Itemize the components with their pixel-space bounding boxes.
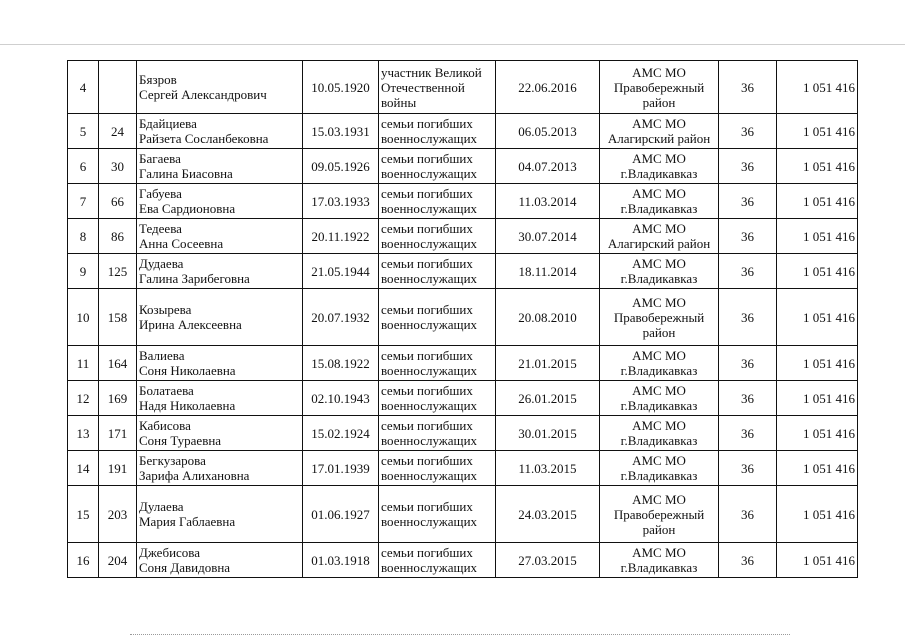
- cell-organization-line: г.Владикавказ: [620, 166, 698, 181]
- cell-amount: 1 051 416: [777, 254, 858, 289]
- cell-number: 11: [68, 346, 99, 381]
- cell-quantity: 36: [719, 381, 777, 416]
- cell-record-id: 30: [99, 149, 137, 184]
- cell-organization-line: г.Владикавказ: [620, 201, 698, 216]
- cell-amount: 1 051 416: [777, 486, 858, 543]
- cell-record-id: 86: [99, 219, 137, 254]
- cell-organization: [600, 346, 719, 381]
- cell-amount: 1 051 416: [777, 416, 858, 451]
- cell-category-line: семьи погибших: [381, 453, 473, 468]
- cell-registration-date: 26.01.2015: [496, 381, 600, 416]
- cell-full-name-line: Бязров: [139, 72, 177, 87]
- page-top-rule: [0, 44, 905, 45]
- cell-registration-date: 21.01.2015: [496, 346, 600, 381]
- cell-organization: [600, 486, 719, 543]
- cell-full-name-line: Галина Зарибеговна: [139, 271, 250, 286]
- cell-category-line: семьи погибших: [381, 256, 473, 271]
- cell-full-name-line: Соня Николаевна: [139, 363, 236, 378]
- cell-category-line: военнослужащих: [381, 398, 478, 413]
- cell-organization-line: район: [642, 94, 676, 110]
- cell-birth-date: 01.03.1918: [303, 543, 379, 578]
- cell-organization-line: Правобережный: [613, 79, 705, 95]
- page-bottom-rule: [130, 634, 790, 636]
- cell-organization-line: АМС МО: [632, 151, 686, 166]
- cell-number: 12: [68, 381, 99, 416]
- cell-organization-line: АМС МО: [632, 545, 686, 560]
- cell-full-name-line: Ирина Алексеевна: [139, 317, 242, 332]
- cell-category: [379, 451, 496, 486]
- cell-category-line: семьи погибших: [381, 302, 473, 317]
- cell-amount: 1 051 416: [777, 543, 858, 578]
- cell-full-name-line: Кабисова: [139, 418, 191, 433]
- table-row: [68, 61, 858, 114]
- cell-category: [379, 543, 496, 578]
- cell-full-name-line: Анна Сосеевна: [139, 236, 224, 251]
- cell-registration-date: 27.03.2015: [496, 543, 600, 578]
- cell-number: 7: [68, 184, 99, 219]
- cell-registration-date: 04.07.2013: [496, 149, 600, 184]
- cell-organization-line: АМС МО: [632, 116, 686, 131]
- cell-record-id: 158: [99, 289, 137, 346]
- cell-category: [379, 219, 496, 254]
- cell-organization: [600, 254, 719, 289]
- cell-organization: [600, 381, 719, 416]
- cell-full-name-line: Козырева: [139, 302, 192, 317]
- cell-category-line: семьи погибших: [381, 545, 473, 560]
- cell-category: [379, 381, 496, 416]
- cell-quantity: 36: [719, 61, 777, 114]
- cell-quantity: 36: [719, 486, 777, 543]
- cell-organization: [600, 184, 719, 219]
- cell-category-line: войны: [381, 94, 417, 110]
- cell-birth-date: 10.05.1920: [303, 61, 379, 114]
- cell-record-id: 125: [99, 254, 137, 289]
- cell-full-name-line: Бегкузарова: [139, 453, 206, 468]
- cell-category-line: военнослужащих: [381, 201, 478, 216]
- table-row: [68, 219, 858, 254]
- cell-category-line: семьи погибших: [381, 116, 473, 131]
- cell-organization-line: АМС МО: [632, 348, 686, 363]
- cell-birth-date: 17.01.1939: [303, 451, 379, 486]
- cell-organization: [600, 219, 719, 254]
- cell-full-name: [137, 416, 303, 451]
- table-row: [68, 486, 858, 543]
- table-row: [68, 289, 858, 346]
- cell-amount: 1 051 416: [777, 219, 858, 254]
- cell-organization-line: г.Владикавказ: [620, 271, 698, 286]
- cell-full-name: [137, 486, 303, 543]
- cell-birth-date: 15.02.1924: [303, 416, 379, 451]
- cell-full-name: [137, 254, 303, 289]
- cell-quantity: 36: [719, 289, 777, 346]
- cell-quantity: 36: [719, 184, 777, 219]
- table-row: [68, 381, 858, 416]
- cell-birth-date: 15.03.1931: [303, 114, 379, 149]
- cell-full-name-line: Джебисова: [139, 545, 201, 560]
- cell-organization: [600, 289, 719, 346]
- cell-registration-date: 24.03.2015: [496, 486, 600, 543]
- cell-organization-line: Правобережный: [613, 309, 705, 325]
- cell-full-name-line: Дулаева: [139, 499, 184, 514]
- cell-quantity: 36: [719, 451, 777, 486]
- cell-organization: [600, 114, 719, 149]
- cell-registration-date: 30.01.2015: [496, 416, 600, 451]
- cell-full-name: [137, 543, 303, 578]
- cell-record-id: 191: [99, 451, 137, 486]
- cell-number: 15: [68, 486, 99, 543]
- cell-full-name: [137, 381, 303, 416]
- cell-full-name: [137, 61, 303, 114]
- cell-organization-line: район: [642, 521, 676, 537]
- cell-full-name-line: Тедеева: [139, 221, 182, 236]
- cell-full-name-line: Мария Габлаевна: [139, 514, 236, 529]
- cell-full-name-line: Зарифа Алихановна: [139, 468, 250, 483]
- cell-organization-line: г.Владикавказ: [620, 560, 698, 575]
- cell-full-name-line: Дудаева: [139, 256, 184, 271]
- cell-category-line: семьи погибших: [381, 383, 473, 398]
- cell-category-line: военнослужащих: [381, 363, 478, 378]
- cell-organization-line: АМС МО: [632, 383, 686, 398]
- cell-organization-line: Алагирский район: [607, 236, 711, 251]
- cell-category-line: военнослужащих: [381, 131, 478, 146]
- cell-birth-date: 01.06.1927: [303, 486, 379, 543]
- cell-number: 9: [68, 254, 99, 289]
- cell-full-name: [137, 346, 303, 381]
- cell-organization-line: г.Владикавказ: [620, 468, 698, 483]
- cell-full-name-line: Багаева: [139, 151, 181, 166]
- cell-record-id: [99, 61, 137, 114]
- records-body: [68, 61, 858, 578]
- cell-organization-line: район: [642, 324, 676, 340]
- cell-amount: 1 051 416: [777, 149, 858, 184]
- cell-record-id: 164: [99, 346, 137, 381]
- cell-category-line: военнослужащих: [381, 560, 478, 575]
- cell-full-name: [137, 114, 303, 149]
- cell-organization-line: АМС МО: [632, 64, 686, 80]
- cell-category-line: семьи погибших: [381, 348, 473, 363]
- cell-organization: [600, 416, 719, 451]
- cell-registration-date: 20.08.2010: [496, 289, 600, 346]
- cell-organization-line: Правобережный: [613, 506, 705, 522]
- cell-registration-date: 30.07.2014: [496, 219, 600, 254]
- records-table: [67, 60, 858, 578]
- cell-record-id: 204: [99, 543, 137, 578]
- table-row: [68, 254, 858, 289]
- cell-full-name-line: Сергей Александрович: [139, 87, 267, 102]
- cell-full-name-line: Габуева: [139, 186, 182, 201]
- cell-record-id: 203: [99, 486, 137, 543]
- table-row: [68, 184, 858, 219]
- cell-organization-line: АМС МО: [632, 491, 686, 507]
- cell-number: 5: [68, 114, 99, 149]
- table-row: [68, 543, 858, 578]
- cell-category-line: военнослужащих: [381, 514, 478, 529]
- cell-organization-line: г.Владикавказ: [620, 433, 698, 448]
- cell-category: [379, 149, 496, 184]
- cell-registration-date: 22.06.2016: [496, 61, 600, 114]
- cell-category-line: участник Великой: [381, 64, 482, 80]
- cell-registration-date: 11.03.2014: [496, 184, 600, 219]
- cell-category-line: военнослужащих: [381, 433, 478, 448]
- cell-amount: 1 051 416: [777, 114, 858, 149]
- cell-organization-line: АМС МО: [632, 453, 686, 468]
- cell-amount: 1 051 416: [777, 381, 858, 416]
- cell-quantity: 36: [719, 543, 777, 578]
- cell-category: [379, 254, 496, 289]
- cell-category-line: семьи погибших: [381, 499, 473, 514]
- cell-registration-date: 11.03.2015: [496, 451, 600, 486]
- cell-category: [379, 184, 496, 219]
- cell-full-name-line: Валиева: [139, 348, 185, 363]
- cell-category-line: семьи погибших: [381, 221, 473, 236]
- cell-category-line: Отечественной: [381, 79, 465, 95]
- cell-organization: [600, 149, 719, 184]
- table-row: [68, 451, 858, 486]
- cell-full-name-line: Райзета Сосланбековна: [139, 131, 269, 146]
- cell-quantity: 36: [719, 149, 777, 184]
- cell-full-name-line: Болатаева: [139, 383, 194, 398]
- cell-organization-line: АМС МО: [632, 221, 686, 236]
- cell-organization-line: АМС МО: [632, 294, 686, 310]
- cell-record-id: 66: [99, 184, 137, 219]
- cell-number: 13: [68, 416, 99, 451]
- cell-category-line: военнослужащих: [381, 236, 478, 251]
- cell-quantity: 36: [719, 254, 777, 289]
- cell-category: [379, 114, 496, 149]
- cell-birth-date: 02.10.1943: [303, 381, 379, 416]
- cell-record-id: 171: [99, 416, 137, 451]
- cell-quantity: 36: [719, 416, 777, 451]
- cell-number: 10: [68, 289, 99, 346]
- cell-quantity: 36: [719, 346, 777, 381]
- cell-category: [379, 486, 496, 543]
- cell-amount: 1 051 416: [777, 451, 858, 486]
- cell-birth-date: 20.11.1922: [303, 219, 379, 254]
- table-row: [68, 346, 858, 381]
- cell-full-name: [137, 451, 303, 486]
- cell-number: 16: [68, 543, 99, 578]
- cell-organization-line: АМС МО: [632, 418, 686, 433]
- cell-number: 14: [68, 451, 99, 486]
- cell-organization-line: г.Владикавказ: [620, 398, 698, 413]
- cell-full-name-line: Надя Николаевна: [139, 398, 236, 413]
- cell-organization-line: Алагирский район: [607, 131, 711, 146]
- cell-organization: [600, 543, 719, 578]
- cell-birth-date: 17.03.1933: [303, 184, 379, 219]
- cell-category-line: военнослужащих: [381, 271, 478, 286]
- cell-organization: [600, 451, 719, 486]
- cell-amount: 1 051 416: [777, 61, 858, 114]
- cell-full-name-line: Соня Давидовна: [139, 560, 231, 575]
- cell-category: [379, 346, 496, 381]
- cell-category: [379, 61, 496, 114]
- cell-organization-line: АМС МО: [632, 256, 686, 271]
- cell-amount: 1 051 416: [777, 346, 858, 381]
- cell-full-name: [137, 219, 303, 254]
- cell-quantity: 36: [719, 114, 777, 149]
- cell-category: [379, 289, 496, 346]
- cell-full-name-line: Соня Тураевна: [139, 433, 222, 448]
- cell-organization-line: АМС МО: [632, 186, 686, 201]
- cell-full-name: [137, 184, 303, 219]
- cell-category-line: семьи погибших: [381, 186, 473, 201]
- cell-full-name-line: Ева Сардионовна: [139, 201, 236, 216]
- cell-category-line: семьи погибших: [381, 151, 473, 166]
- cell-category-line: семьи погибших: [381, 418, 473, 433]
- cell-full-name: [137, 289, 303, 346]
- cell-full-name-line: Галина Биасовна: [139, 166, 233, 181]
- cell-number: 8: [68, 219, 99, 254]
- cell-organization-line: г.Владикавказ: [620, 363, 698, 378]
- cell-amount: 1 051 416: [777, 184, 858, 219]
- cell-category-line: военнослужащих: [381, 166, 478, 181]
- cell-amount: 1 051 416: [777, 289, 858, 346]
- cell-birth-date: 21.05.1944: [303, 254, 379, 289]
- cell-quantity: 36: [719, 219, 777, 254]
- cell-record-id: 169: [99, 381, 137, 416]
- table-row: [68, 416, 858, 451]
- cell-category: [379, 416, 496, 451]
- cell-full-name-line: Бдайциева: [139, 116, 197, 131]
- cell-organization: [600, 61, 719, 114]
- cell-birth-date: 20.07.1932: [303, 289, 379, 346]
- cell-birth-date: 09.05.1926: [303, 149, 379, 184]
- cell-record-id: 24: [99, 114, 137, 149]
- cell-registration-date: 18.11.2014: [496, 254, 600, 289]
- table-row: [68, 149, 858, 184]
- cell-number: 6: [68, 149, 99, 184]
- cell-birth-date: 15.08.1922: [303, 346, 379, 381]
- table-row: [68, 114, 858, 149]
- cell-registration-date: 06.05.2013: [496, 114, 600, 149]
- cell-full-name: [137, 149, 303, 184]
- cell-category-line: военнослужащих: [381, 317, 478, 332]
- cell-category-line: военнослужащих: [381, 468, 478, 483]
- cell-number: 4: [68, 61, 99, 114]
